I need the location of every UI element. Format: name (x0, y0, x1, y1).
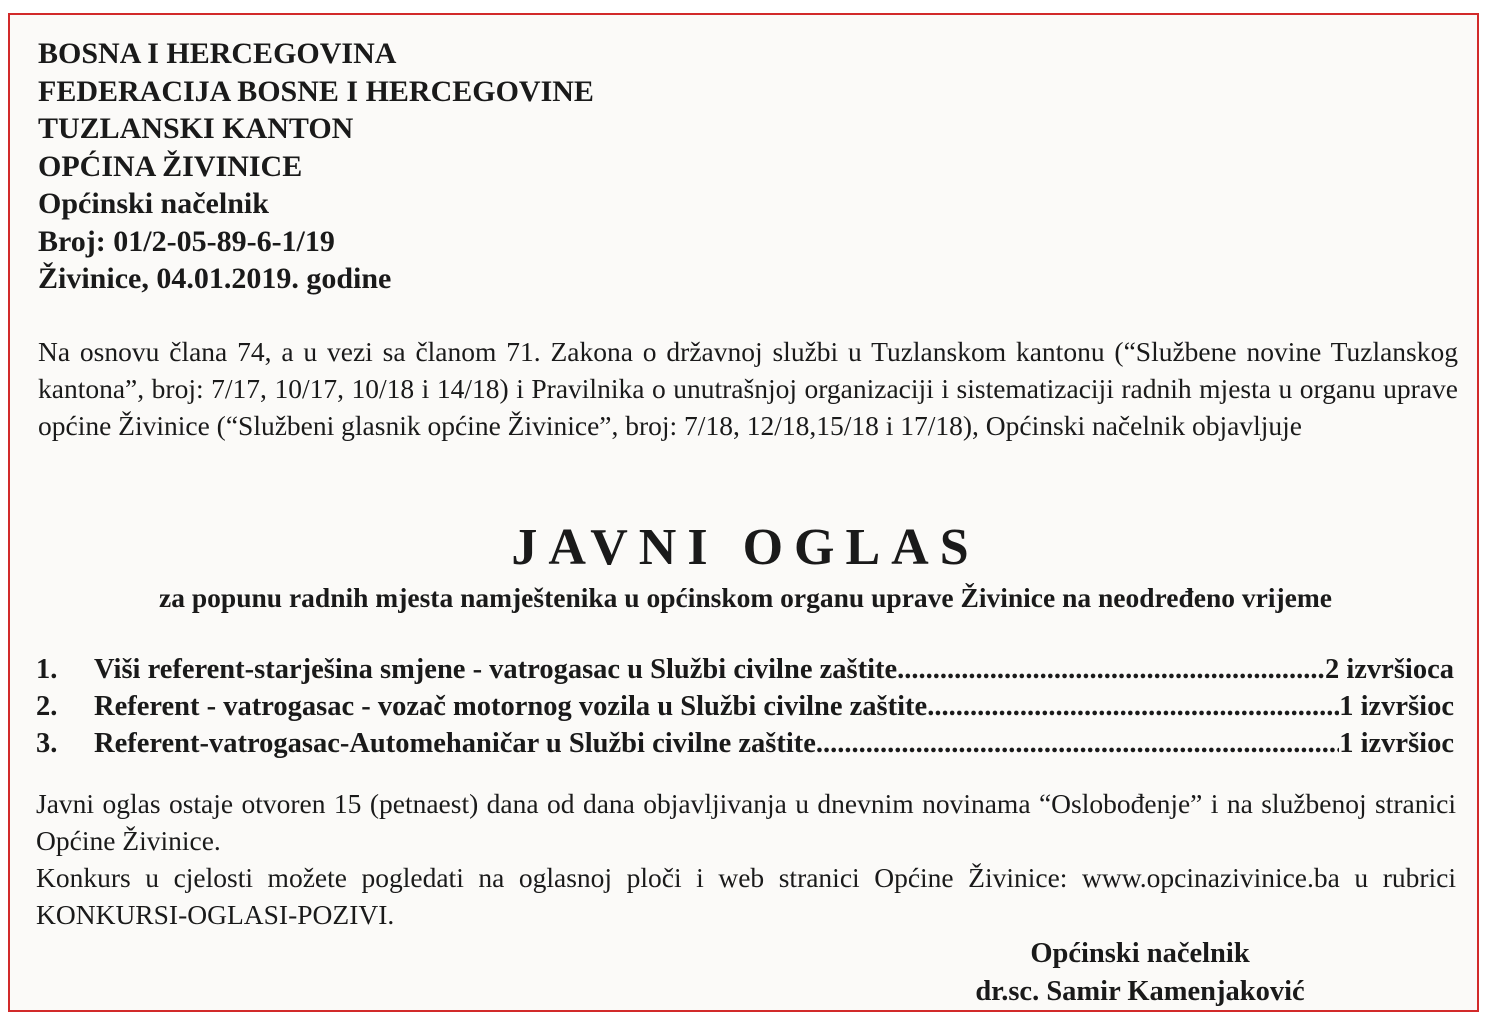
position-number: 3. (36, 728, 58, 759)
notice-subtitle: za popunu radnih mjesta namještenika u općinskom organu uprave Živinice na neodređeno vrijeme (159, 582, 1332, 613)
closing-text (36, 785, 1456, 933)
legal-basis-paragraph: Na osnovu člana 74, a u vezi sa članom 71. Zakona o državnoj službi u Tuzlanskom kantonu (“Službene novine Tuzlanskog kantona”, broj: 7/17, 10/17, 10/18 i 14/18) i Pravilnika o unutrašnjoj organizaciji i sistematizaciji radnih mjesta u organu uprave općine Živinice (“Službeni glasnik općine Živinice”, broj: 7/18, 12/18,15/18 i 17/18), Općinski načelnik objavljuje (38, 336, 1458, 441)
office-line: Općinski načelnik (38, 187, 269, 220)
document-date: Živinice, 04.01.2019. godine (38, 262, 392, 295)
position-row (36, 688, 1454, 725)
position-row (36, 725, 1454, 762)
position-row (36, 651, 1454, 688)
position-title: Referent - vatrogasac - vozač motornog vozila u Službi civilne zaštite (94, 691, 928, 722)
canton-line: TUZLANSKI KANTON (38, 112, 354, 145)
position-count: 2 izvršioca (1324, 654, 1454, 685)
full-text-paragraph: Konkurs u cjelosti možete pogledati na oglasnoj ploči i web stranici Općine Živinice: www.opcinazivinice.ba u rubrici KONKURSI-OGLASI-POZIVI. (36, 862, 1456, 930)
country-line: BOSNA I HERCEGOVINA (38, 37, 397, 70)
dot-leader (897, 651, 1325, 688)
notice-frame (8, 13, 1479, 1012)
notice-title: JAVNI OGLAS (511, 519, 980, 576)
document-number: Broj: 01/2-05-89-6-1/19 (38, 224, 335, 258)
position-title: Viši referent-starješina smjene - vatrogasac u Službi civilne zaštite (94, 654, 898, 685)
position-title: Referent-vatrogasac-Automehaničar u Službi civilne zaštite (94, 728, 816, 759)
position-count: 1 izvršioc (1339, 691, 1454, 722)
issuer-header (38, 35, 594, 298)
federation-line: FEDERACIJA BOSNE I HERCEGOVINE (38, 74, 594, 108)
dot-leader (927, 688, 1339, 725)
signatory-name: dr.sc. Samir Kamenjaković (975, 975, 1305, 1007)
position-number: 1. (36, 654, 58, 685)
municipality-line: OPĆINA ŽIVINICE (38, 149, 303, 183)
position-number: 2. (36, 691, 58, 722)
dot-leader (816, 725, 1339, 762)
duration-paragraph: Javni oglas ostaje otvoren 15 (petnaest) dana od dana objavljivanja u dnevnim novinama “Oslobođenje” i na službenoj stranici Općine Živinice. (36, 788, 1456, 856)
positions-list (36, 651, 1454, 762)
position-count: 1 izvršioc (1339, 728, 1454, 759)
signatory-role: Općinski načelnik (1030, 938, 1250, 969)
signature-block (940, 935, 1340, 1010)
